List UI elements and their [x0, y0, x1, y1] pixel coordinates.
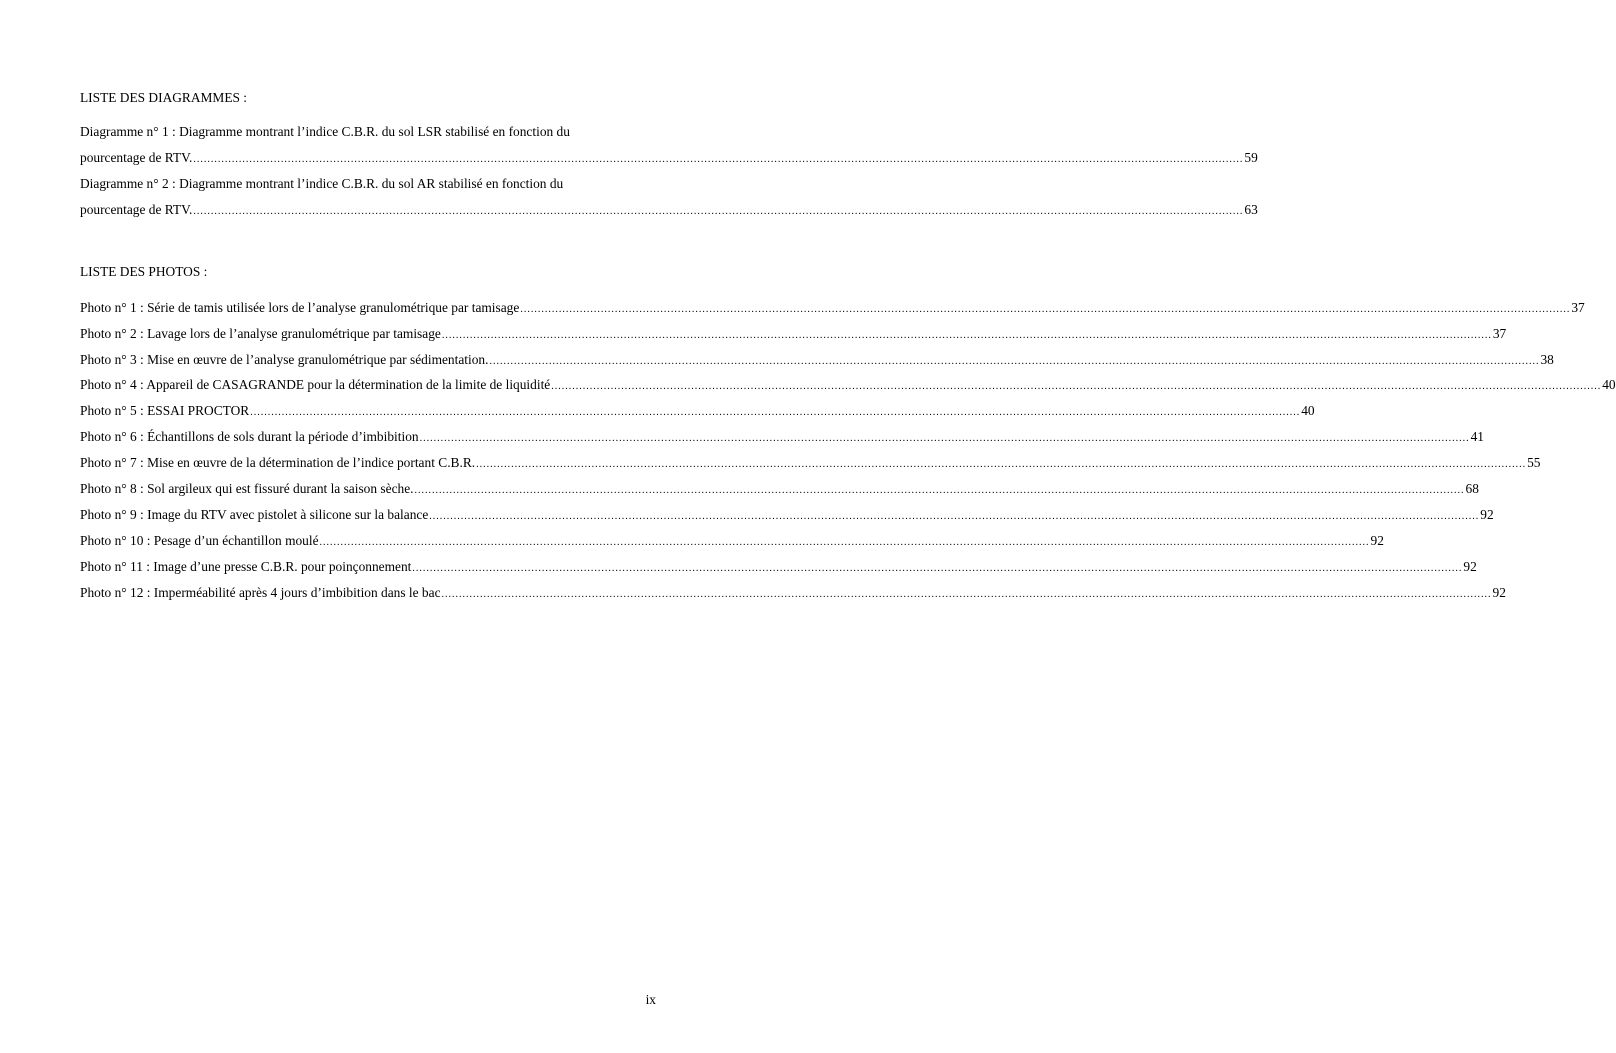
photo-entry-text: Photo n° 6 : Échantillons de sols durant la période d’imbibition	[80, 429, 419, 444]
photo-entry	[80, 585, 1506, 603]
diagram-entry-line2	[80, 202, 1258, 220]
photo-entry-text: Photo n° 11 : Image d’une presse C.B.R. pour poinçonnement	[80, 559, 412, 574]
diagram-page-number: 63	[1244, 202, 1258, 217]
dot-leader: ............................................................................................................................................................................................................................................................................................................	[319, 537, 1370, 548]
photo-entry	[80, 326, 1507, 344]
diagram-entry	[80, 124, 1258, 168]
dot-leader: ............................................................................................................................................................................................................................................................................................................	[520, 304, 1571, 315]
diagram-entry	[80, 176, 1258, 220]
diagrams-heading: LISTE DES DIAGRAMMES :	[80, 90, 248, 105]
photo-entry	[80, 352, 1554, 370]
dot-leader: ............................................................................................................................................................................................................................................................................................................	[476, 459, 1527, 470]
photo-entry	[80, 481, 1479, 499]
photo-entry-text: Photo n° 1 : Série de tamis utilisée lors de l’analyse granulométrique par tamisage	[80, 300, 520, 315]
photo-page-number: 92	[1492, 585, 1506, 600]
photo-page-number: 37	[1492, 326, 1507, 341]
dot-leader: ............................................................................................................................................................................................................................................................................................................	[441, 589, 1492, 600]
diagram-entry-text: pourcentage de RTV.	[80, 202, 193, 217]
photo-entry-text: Photo n° 12 : Imperméabilité après 4 jours d’imbibition dans le bac	[80, 585, 441, 600]
photo-entry-text: Photo n° 3 : Mise en œuvre de l’analyse granulométrique par sédimentation.	[80, 352, 489, 367]
dot-leader: ............................................................................................................................................................................................................................................................................................................	[551, 381, 1602, 392]
photo-entry-text: Photo n° 5 : ESSAI PROCTOR	[80, 403, 250, 418]
diagram-entry-text: pourcentage de RTV.	[80, 150, 193, 165]
dot-leader: ............................................................................................................................................................................................................................................................................................................	[429, 511, 1480, 522]
dot-leader: ............................................................................................................................................................................................................................................................................................................	[193, 154, 1244, 165]
photos-heading: LISTE DES PHOTOS :	[80, 264, 208, 279]
photo-page-number: 55	[1527, 455, 1541, 470]
dot-leader: ............................................................................................................................................................................................................................................................................................................	[441, 330, 1492, 341]
photo-page-number: 92	[1370, 533, 1384, 548]
diagram-entry-line2	[80, 150, 1258, 168]
diagram-page-number: 59	[1244, 150, 1258, 165]
photo-entry-text: Photo n° 2 : Lavage lors de l’analyse granulométrique par tamisage	[80, 326, 441, 341]
dot-leader: ............................................................................................................................................................................................................................................................................................................	[419, 433, 1470, 444]
photo-entry-text: Photo n° 8 : Sol argileux qui est fissuré durant la saison sèche.	[80, 481, 414, 496]
diagram-entry-line1: Diagramme n° 1 : Diagramme montrant l’indice C.B.R. du sol LSR stabilisé en fonction du	[80, 124, 570, 139]
dot-leader: ............................................................................................................................................................................................................................................................................................................	[412, 563, 1463, 574]
photo-page-number: 38	[1540, 352, 1554, 367]
photo-entry	[80, 377, 1616, 395]
photo-page-number: 40	[1602, 377, 1616, 392]
photo-entry	[80, 300, 1585, 318]
photo-page-number: 41	[1470, 429, 1484, 444]
photo-page-number: 40	[1301, 403, 1315, 418]
dot-leader: ............................................................................................................................................................................................................................................................................................................	[250, 407, 1301, 418]
photo-entry	[80, 559, 1477, 577]
dot-leader: ............................................................................................................................................................................................................................................................................................................	[193, 206, 1244, 217]
photo-entry	[80, 533, 1384, 551]
photo-entry-text: Photo n° 4 : Appareil de CASAGRANDE pour la détermination de la limite de liquidité	[80, 377, 551, 392]
page-number: ix	[645, 992, 656, 1007]
photo-entry	[80, 507, 1494, 525]
dot-leader: ............................................................................................................................................................................................................................................................................................................	[489, 356, 1540, 367]
photo-page-number: 92	[1463, 559, 1477, 574]
photo-entry	[80, 455, 1541, 473]
photo-entry	[80, 403, 1315, 421]
diagram-entry-line1: Diagramme n° 2 : Diagramme montrant l’indice C.B.R. du sol AR stabilisé en fonction du	[80, 176, 564, 191]
dot-leader: ............................................................................................................................................................................................................................................................................................................	[414, 485, 1465, 496]
photo-page-number: 68	[1465, 481, 1479, 496]
photo-entry-text: Photo n° 7 : Mise en œuvre de la détermination de l’indice portant C.B.R.	[80, 455, 476, 470]
photo-entry-text: Photo n° 10 : Pesage d’un échantillon moulé	[80, 533, 319, 548]
photo-entry	[80, 429, 1484, 447]
photo-entry-text: Photo n° 9 : Image du RTV avec pistolet à silicone sur la balance	[80, 507, 429, 522]
photo-page-number: 92	[1480, 507, 1494, 522]
photo-page-number: 37	[1571, 300, 1585, 315]
